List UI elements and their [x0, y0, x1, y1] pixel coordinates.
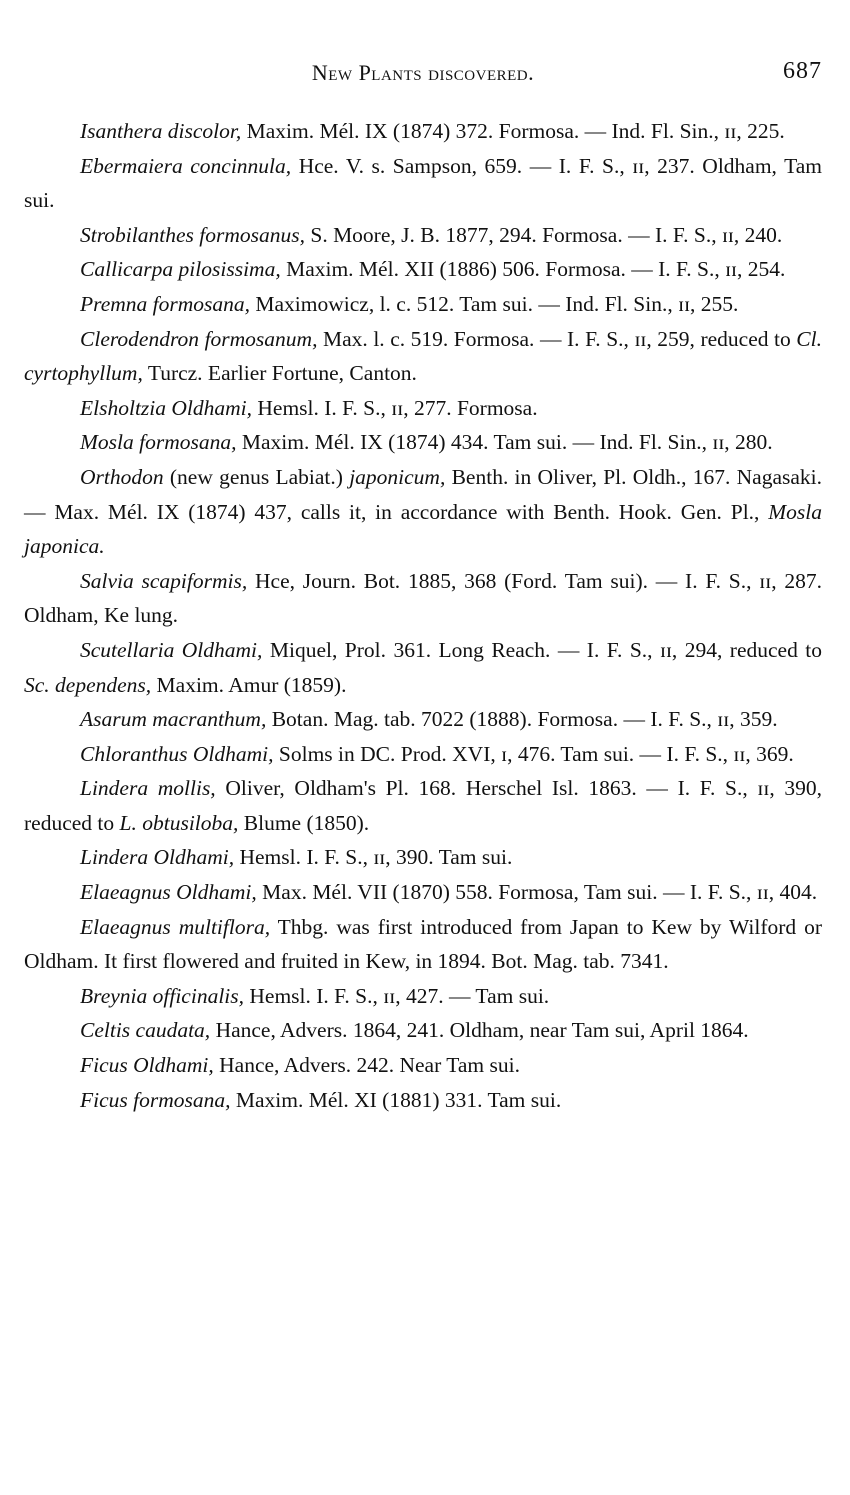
species-name: Clerodendron formosanum, — [80, 326, 318, 351]
species-entry — [24, 391, 822, 426]
species-entry — [24, 840, 822, 875]
species-entry — [24, 322, 822, 391]
entry-text: Maxim. Amur (1859). — [151, 672, 347, 697]
species-name: Lindera Oldhami, — [80, 845, 235, 870]
entry-text: Max. Mél. VII (1870) 558. Formosa, Tam sui. — I. F. S., ɪɪ, 404. — [256, 880, 818, 905]
entry-text: Maxim. Mél. IX (1874) 434. Tam sui. — Ind. Fl. Sin., ɪɪ, 280. — [236, 430, 773, 455]
entry-text: S. Moore, J. B. 1877, 294. Formosa. — I. F. S., ɪɪ, 240. — [304, 222, 783, 247]
species-entry — [24, 1083, 822, 1118]
species-name: Strobilanthes formosanus, — [80, 222, 305, 247]
synonym-name: Mosla japonica. — [24, 499, 822, 559]
species-entry — [24, 737, 822, 772]
species-name: Asarum macranthum, — [80, 707, 267, 732]
entry-text: Maximowicz, l. c. 512. Tam sui. — Ind. Fl. Sin., ɪɪ, 255. — [250, 291, 739, 316]
species-entry — [24, 633, 822, 702]
species-name: Breynia officinalis, — [80, 983, 245, 1008]
species-name: Celtis caudata, — [80, 1018, 211, 1043]
species-epithet: japonicum, — [349, 464, 446, 489]
entry-text: Miquel, Prol. 361. Long Reach. — I. F. S., ɪɪ, 294, reduced to — [262, 637, 822, 662]
species-entry — [24, 460, 822, 564]
species-name: Chloranthus Oldhami, — [80, 741, 274, 766]
synonym-name: Cl. cyrtophyllum, — [24, 326, 822, 386]
species-name: Ebermaiera concinnula, — [80, 153, 292, 178]
species-name: Elaeagnus multiflora, — [80, 914, 271, 939]
entry-text: Maxim. Mél. XI (1881) 331. Tam sui. — [230, 1087, 562, 1112]
species-entry — [24, 771, 822, 840]
species-list — [24, 114, 822, 1117]
synonym-name: Sc. dependens, — [24, 672, 152, 697]
entry-text: Solms in DC. Prod. XVI, ɪ, 476. Tam sui. — I. F. S., ɪɪ, 369. — [273, 741, 794, 766]
species-name: Callicarpa pilosissima, — [80, 257, 281, 282]
entry-text: Hemsl. I. F. S., ɪɪ, 390. Tam sui. — [234, 845, 513, 870]
entry-text: (new genus Labiat.) — [163, 464, 350, 489]
page-header — [24, 60, 822, 90]
species-entry — [24, 875, 822, 910]
species-name: Elsholtzia Oldhami, — [80, 395, 253, 420]
entry-text: Thbg. was first introduced from Japan to Kew by Wilford or Oldham. It first flowered and fruited in Kew, in 1894. Bot. Mag. tab. 7341. — [24, 914, 822, 974]
species-entry — [24, 252, 822, 287]
page-number: 687 — [783, 58, 822, 84]
species-entry — [24, 910, 822, 979]
species-entry — [24, 218, 822, 253]
entry-text: Hemsl. I. F. S., ɪɪ, 277. Formosa. — [252, 395, 538, 420]
species-name: Lindera mollis, — [80, 776, 216, 801]
entry-text: Hce. V. s. Sampson, 659. — I. F. S., ɪɪ, 237. Oldham, Tam sui. — [24, 153, 822, 213]
entry-text: Maxim. Mél. XII (1886) 506. Formosa. — I. F. S., ɪɪ, 254. — [280, 257, 786, 282]
species-entry — [24, 979, 822, 1014]
species-name: Ficus formosana, — [80, 1087, 231, 1112]
species-entry — [24, 564, 822, 633]
running-title: New Plants discovered. — [311, 60, 535, 85]
entry-text: Botan. Mag. tab. 7022 (1888). Formosa. — I. F. S., ɪɪ, 359. — [266, 707, 778, 732]
entry-text: Oliver, Oldham's Pl. 168. Herschel Isl. 1863. — I. F. S., ɪɪ, 390, reduced to — [24, 776, 822, 835]
species-entry — [24, 1013, 822, 1048]
species-name: Salvia scapiformis, — [80, 568, 248, 593]
species-entry — [24, 287, 822, 322]
species-name: Ficus Oldhami, — [80, 1053, 214, 1078]
species-name: Scutellaria Oldhami, — [80, 637, 263, 662]
entry-text: Blume (1850). — [238, 810, 370, 835]
species-entry — [24, 425, 822, 460]
entry-text: Maxim. Mél. IX (1874) 372. Formosa. — Ind. Fl. Sin., ɪɪ, 225. — [241, 119, 785, 143]
entry-text: Hemsl. I. F. S., ɪɪ, 427. — Tam sui. — [244, 983, 550, 1008]
species-entry — [24, 149, 822, 218]
entry-text: Turcz. Earlier Fortune, Canton. — [142, 361, 417, 386]
species-name: Premna formosana, — [80, 291, 251, 316]
species-entry — [24, 114, 822, 149]
entry-text: Hance, Advers. 1864, 241. Oldham, near Tam sui, April 1864. — [210, 1018, 749, 1043]
species-name: Elaeagnus Oldhami, — [80, 880, 257, 905]
synonym-name: L. obtusiloba, — [119, 810, 239, 835]
entry-text: Hce, Journ. Bot. 1885, 368 (Ford. Tam sui). — I. F. S., ɪɪ, 287. Oldham, Ke lung. — [24, 568, 822, 628]
species-name: Isanthera discolor, — [80, 119, 242, 143]
entry-text: Hance, Advers. 242. Near Tam sui. — [213, 1053, 520, 1078]
species-name: Mosla formosana, — [80, 430, 237, 455]
species-entry — [24, 1048, 822, 1083]
entry-text: Benth. in Oliver, Pl. Oldh., 167. Nagasaki. — Max. Mél. IX (1874) 437, calls it, in accordance with Benth. Hook. Gen. Pl., — [24, 464, 822, 524]
entry-text: Max. l. c. 519. Formosa. — I. F. S., ɪɪ, 259, reduced to — [317, 326, 797, 351]
species-name: Orthodon — [80, 464, 164, 489]
species-entry — [24, 702, 822, 737]
